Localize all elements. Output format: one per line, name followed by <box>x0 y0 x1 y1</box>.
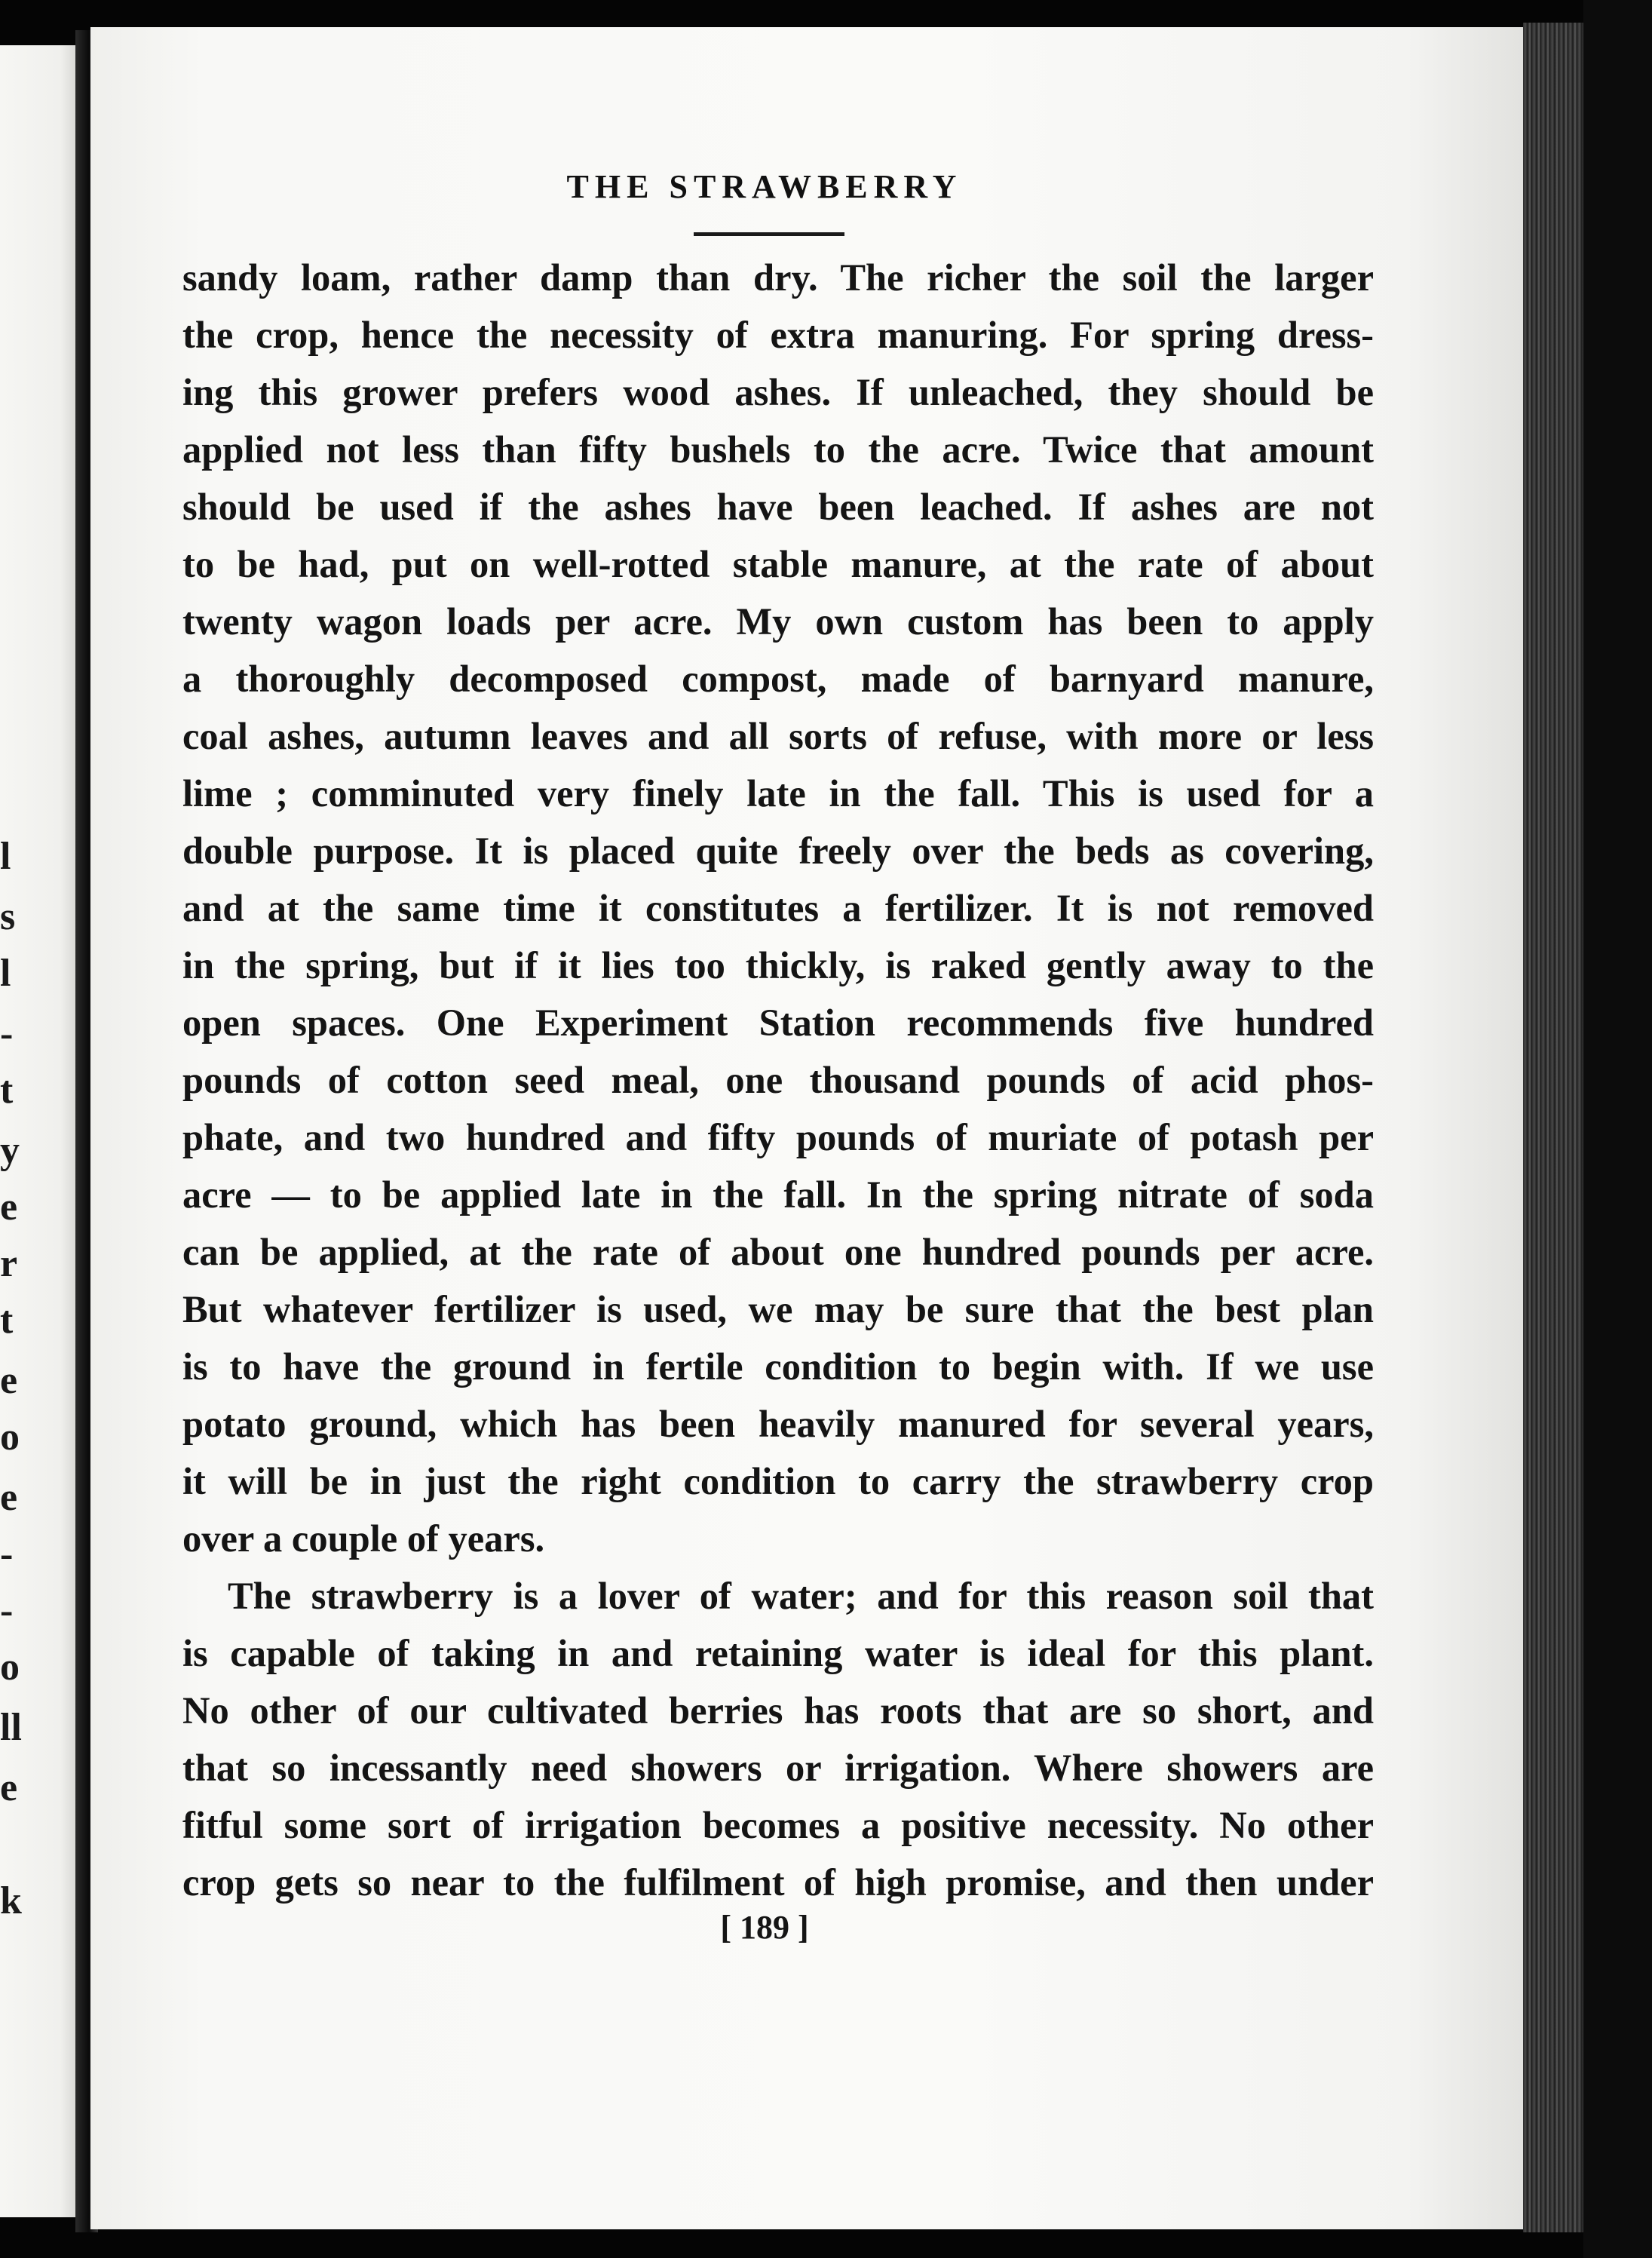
head-rule <box>694 232 844 236</box>
margin-fragment: l <box>0 835 11 878</box>
text-line: it will be in just the right condition to carry the strawberry crop <box>182 1460 1374 1502</box>
margin-fragment: - <box>0 1589 14 1632</box>
page-number: [ 189 ] <box>720 1909 809 1946</box>
text-line: potato ground, which has been heavily manured for several years, <box>182 1403 1374 1445</box>
margin-fragment: e <box>0 1186 18 1229</box>
text-line: should be used if the ashes have been leached. If ashes are not <box>182 486 1374 528</box>
text-line: acre — to be applied late in the fall. In the spring nitrate of soda <box>182 1173 1374 1216</box>
text-line: in the spring, but if it lies too thickly, is raked gently away to the <box>182 944 1374 986</box>
margin-fragment: - <box>0 1532 14 1575</box>
text-line: applied not less than fifty bushels to the acre. Twice that amount <box>182 428 1374 471</box>
margin-fragment: k <box>0 1879 22 1922</box>
margin-fragment: l <box>0 952 11 995</box>
margin-fragment: e <box>0 1476 18 1519</box>
text-line: ing this grower prefers wood ashes. If unleached, they should be <box>182 371 1374 413</box>
text-line: can be applied, at the rate of about one hundred pounds per acre. <box>182 1231 1374 1273</box>
text-line: crop gets so near to the fulfilment of high promise, and then under <box>182 1861 1374 1904</box>
text-line: double purpose. It is placed quite freely over the beds as covering, <box>182 830 1374 872</box>
text-line: coal ashes, autumn leaves and all sorts of refuse, with more or less <box>182 715 1374 757</box>
margin-fragment: s <box>0 895 16 938</box>
text-line: lime ; comminuted very finely late in the fall. This is used for a <box>182 772 1374 815</box>
text-line: twenty wagon loads per acre. My own custom has been to apply <box>182 600 1374 643</box>
margin-fragment: t <box>0 1299 14 1342</box>
text-line: fitful some sort of irrigation becomes a positive necessity. No other <box>182 1804 1374 1846</box>
paragraph-first-line: The strawberry is a lover of water; and for this reason soil that <box>228 1575 1374 1617</box>
text-line: pounds of cotton seed meal, one thousand pounds of acid phos- <box>182 1059 1374 1101</box>
scan-border <box>1583 0 1652 2258</box>
text-line: that so incessantly need showers or irrigation. Where showers are <box>182 1747 1374 1789</box>
text-line: sandy loam, rather damp than dry. The richer the soil the larger <box>182 256 1374 299</box>
margin-fragment: o <box>0 1646 20 1689</box>
text-line: and at the same time it constitutes a fertilizer. It is not removed <box>182 887 1374 929</box>
text-line: phate, and two hundred and fifty pounds of muriate of potash per <box>182 1116 1374 1158</box>
margin-fragment: e <box>0 1359 18 1402</box>
text-line: is capable of taking in and retaining water is ideal for this plant. <box>182 1632 1374 1674</box>
margin-fragment: y <box>0 1129 20 1172</box>
text-line: No other of our cultivated berries has roots that are so short, and <box>182 1689 1374 1732</box>
text-line: is to have the ground in fertile condition to begin with. If we use <box>182 1345 1374 1388</box>
text-line: to be had, put on well-rotted stable manure, at the rate of about <box>182 543 1374 585</box>
margin-fragment: r <box>0 1242 18 1285</box>
running-head: THE STRAWBERRY <box>566 168 963 205</box>
text-line: a thoroughly decomposed compost, made of barnyard manure, <box>182 658 1374 700</box>
margin-fragment: - <box>0 1012 14 1055</box>
text-line: open spaces. One Experiment Station recommends five hundred <box>182 1002 1374 1044</box>
text-line: the crop, hence the necessity of extra manuring. For spring dress- <box>182 314 1374 356</box>
body-text <box>182 249 1374 1911</box>
margin-fragment: e <box>0 1766 18 1809</box>
margin-fragment: o <box>0 1416 20 1459</box>
left-page-edge <box>0 45 75 2217</box>
paragraph-last-line: over a couple of years. <box>182 1517 545 1560</box>
text-line: But whatever fertilizer is used, we may be sure that the best plan <box>182 1288 1374 1330</box>
margin-fragment: t <box>0 1069 14 1112</box>
margin-fragment: ll <box>0 1706 22 1749</box>
